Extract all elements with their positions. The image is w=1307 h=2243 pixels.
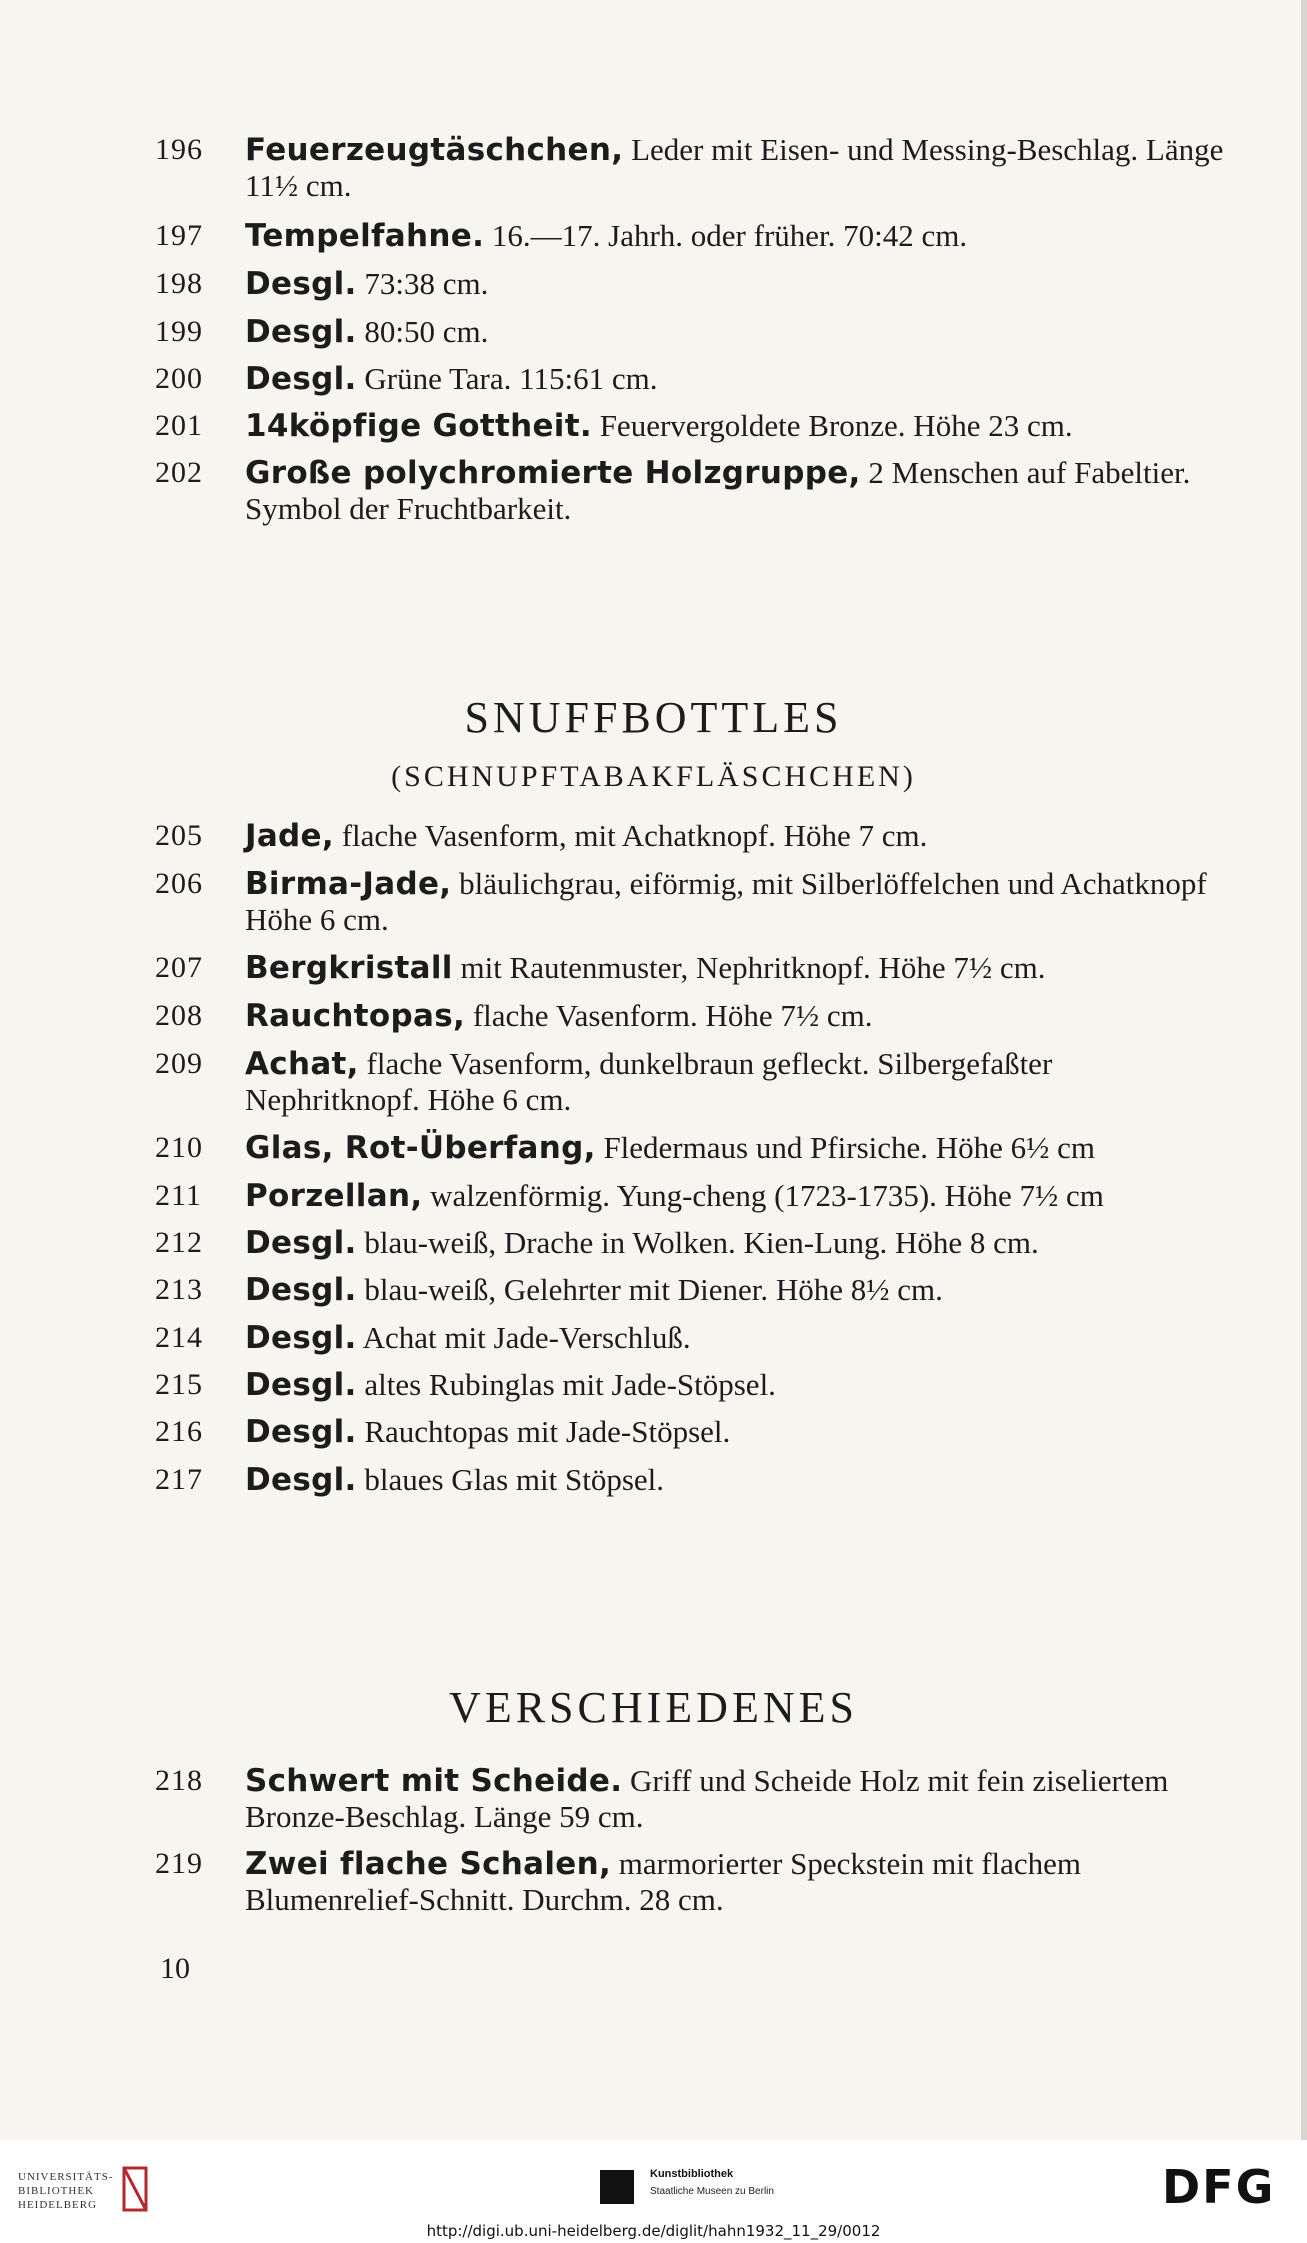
kunstbibliothek-mark-icon [600,2170,634,2204]
entry-text: 73:38 cm. [356,266,489,301]
entry-number: 209 [155,1047,203,1080]
university-label [18,2170,114,2212]
entry-number: 216 [155,1415,203,1448]
entry-text: 16.—17. Jahrh. oder früher. 70:42 cm. [484,218,968,253]
entry-text: flache Vasenform, mit Achatknopf. Höhe 7 cm. [333,818,928,853]
list-item [155,132,1230,204]
list-item [155,1130,1230,1166]
entry-number: 207 [155,951,203,984]
section-subheading: (SCHNUPFTABAKFLÄSCHCHEN) [391,760,916,793]
list-item [155,455,1230,527]
list-item [155,866,1230,938]
list-item [155,266,1230,302]
entry-number: 201 [155,409,203,442]
entry-number: 205 [155,819,203,852]
entry-text: mit Rautenmuster, Nephritknopf. Höhe 7½ cm. [452,950,1046,985]
entry-text: altes Rubinglas mit Jade-Stöpsel. [356,1367,776,1402]
entry-number: 210 [155,1131,203,1164]
list-item [155,1367,1230,1403]
entry-title: 14köpfige Gottheit. [245,408,592,444]
list-item [155,998,1230,1034]
source-url-link[interactable]: http://digi.ub.uni-heidelberg.de/diglit/hahn1932_11_29/0012 [426,2222,881,2240]
entry-title: Achat, [245,1046,359,1082]
list-item [155,1462,1230,1498]
entry-number: 218 [155,1764,203,1797]
list-item [155,314,1230,350]
entry-text: flache Vasenform. Höhe 7½ cm. [465,998,873,1033]
entry-number: 214 [155,1321,203,1354]
entry-text: marmorierter Speckstein mit flachem Blumenrelief-Schnitt. Durchm. 28 cm. [245,1846,1082,1917]
entry-title: Große polychromierte Holzgruppe, [245,455,861,491]
list-item [155,1225,1230,1261]
list-item [155,1414,1230,1450]
list-item [155,408,1230,444]
list-item [155,1046,1230,1118]
entry-title: Desgl. [245,1225,357,1261]
entry-number: 199 [155,315,203,348]
entry-number: 215 [155,1368,203,1401]
entry-text: Feuervergoldete Bronze. Höhe 23 cm. [591,408,1073,443]
entry-number: 208 [155,999,203,1032]
entry-number: 211 [155,1179,202,1212]
section-heading: VERSCHIEDENES [449,1683,858,1732]
entry-title: Desgl. [245,1462,357,1498]
entry-text: flache Vasenform, dunkelbraun gefleckt. Silbergefaßter Nephritknopf. Höhe 6 cm. [245,1046,1053,1117]
entry-title: Desgl. [245,361,357,397]
kunstbibliothek-title: Kunstbibliothek [650,2168,734,2180]
entry-title: Rauchtopas, [245,998,466,1034]
entry-title: Tempelfahne. [245,218,485,254]
list-item [155,1846,1230,1918]
entry-text: Griff und Scheide Holz mit fein ziseliertem Bronze-Beschlag. Länge 59 cm. [245,1763,1169,1834]
kunstbibliothek-subtitle: Staatliche Museen zu Berlin [650,2186,774,2197]
entry-text: blaues Glas mit Stöpsel. [356,1462,665,1497]
entry-title: Desgl. [245,266,357,302]
list-item [155,1763,1230,1835]
entry-number: 213 [155,1273,203,1306]
entry-text: Leder mit Eisen- und Messing-Beschlag. Länge 11½ cm. [245,132,1224,203]
list-item [155,361,1230,397]
entry-text: blau-weiß, Gelehrter mit Diener. Höhe 8½ cm. [356,1272,943,1307]
university-line: UNIVERSITÄTS- [18,2171,114,2183]
entry-title: Desgl. [245,314,357,350]
university-logo-icon [118,2164,152,2214]
entry-text: walzenförmig. Yung-cheng (1723-1735). Höhe 7½ cm [422,1178,1104,1213]
list-item [155,950,1230,986]
entry-number: 206 [155,867,203,900]
entry-number: 202 [155,456,203,489]
entry-title: Desgl. [245,1320,357,1356]
entry-text: Grüne Tara. 115:61 cm. [356,361,658,396]
list-item [155,1178,1230,1214]
entry-title: Glas, Rot-Überfang, [245,1130,596,1166]
entry-number: 198 [155,267,203,300]
page-number: 10 [160,1952,190,1985]
list-item [155,1272,1230,1308]
entry-text: Fledermaus und Pfirsiche. Höhe 6½ cm [595,1130,1096,1165]
section-heading: SNUFFBOTTLES [464,693,843,742]
entry-text: 2 Menschen auf Fabeltier. Symbol der Fruchtbarkeit. [245,455,1191,526]
list-item [155,1320,1230,1356]
entry-number: 196 [155,133,203,166]
entry-text: Achat mit Jade-Verschluß. [356,1320,691,1355]
kunstbibliothek-logo [600,2166,840,2212]
entry-number: 212 [155,1226,203,1259]
entry-title: Porzellan, [245,1178,423,1214]
university-line: BIBLIOTHEK [18,2185,94,2197]
list-item [155,818,1230,854]
entry-title: Desgl. [245,1414,357,1450]
entry-text: 80:50 cm. [356,314,489,349]
entry-title: Desgl. [245,1272,357,1308]
entry-title: Schwert mit Scheide. [245,1763,623,1799]
list-item [155,218,1230,254]
entry-number: 200 [155,362,203,395]
entry-text: Rauchtopas mit Jade-Stöpsel. [356,1414,731,1449]
entry-title: Desgl. [245,1367,357,1403]
entry-number: 217 [155,1463,203,1496]
entry-title: Feuerzeugtäschchen, [245,132,624,168]
entry-number: 219 [155,1847,203,1880]
university-line: HEIDELBERG [18,2199,98,2211]
footer [0,2140,1307,2243]
entry-title: Zwei flache Schalen, [245,1846,612,1882]
entry-title: Birma-Jade, [245,866,452,902]
entry-number: 197 [155,219,203,252]
entry-text: bläulichgrau, eiförmig, mit Silberlöffelchen und Achatknopf Höhe 6 cm. [245,866,1207,937]
entry-title: Jade, [245,818,334,854]
entry-title: Bergkristall [245,950,453,986]
dfg-logo: DFG [1162,2160,1276,2214]
entry-text: blau-weiß, Drache in Wolken. Kien-Lung. Höhe 8 cm. [356,1225,1039,1260]
